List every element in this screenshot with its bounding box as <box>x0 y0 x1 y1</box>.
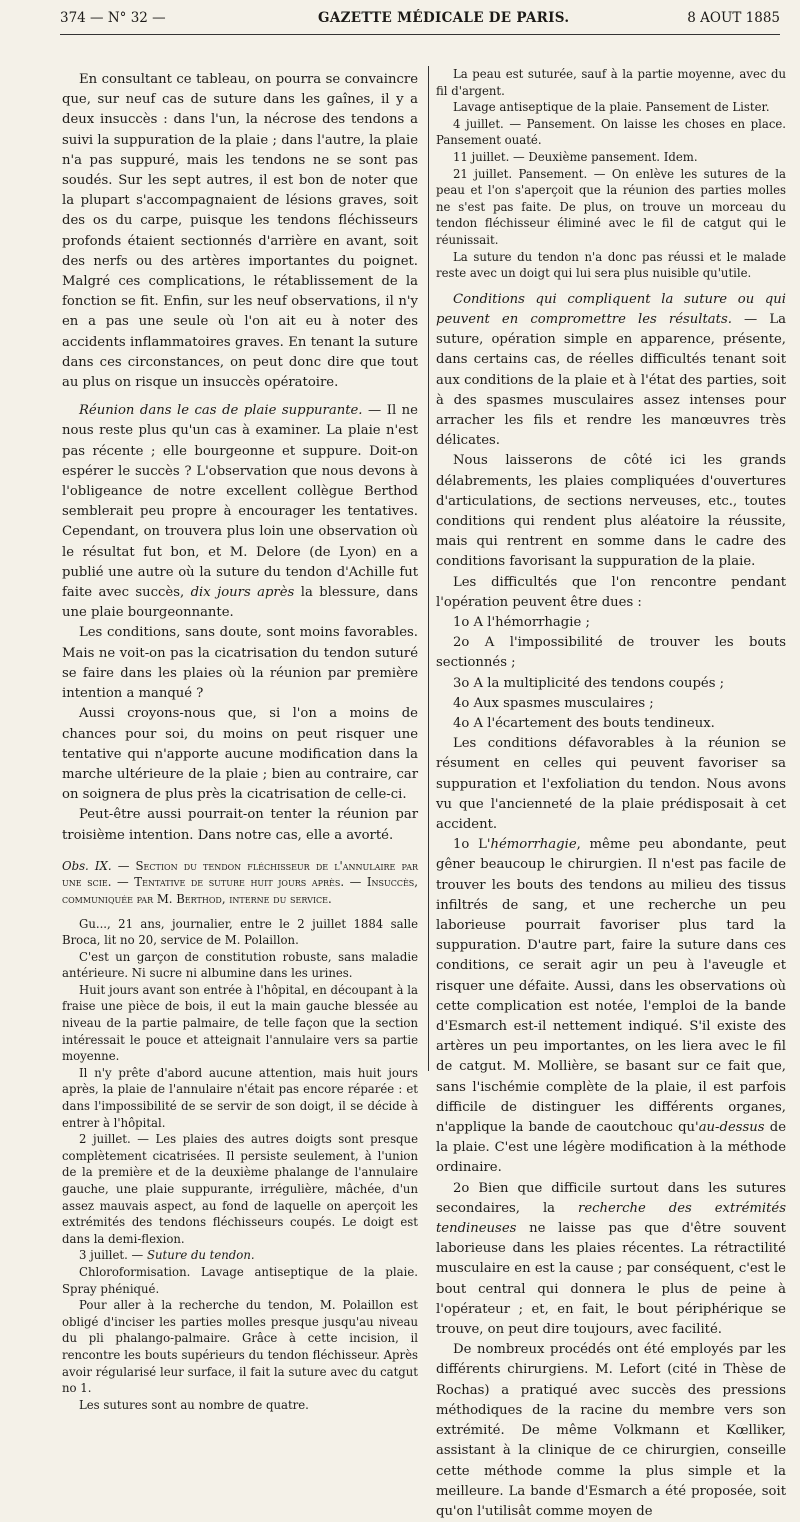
observation-label: Obs. IX. <box>62 858 112 873</box>
section-title-reunion: Réunion dans le cas de plaie suppurante. <box>79 403 363 419</box>
right-column <box>436 66 786 1519</box>
page-header <box>60 10 780 34</box>
obs-paragraph: C'est un garçon de constitution robuste, sans maladie antérieure. Ni sucre ni albumine dans les urines. <box>62 949 418 981</box>
obs-paragraph: La peau est suturée, sauf à la partie moyenne, avec du fil d'argent. <box>436 67 786 98</box>
obs-paragraph: 21 juillet. Pansement. — On enlève les sutures de la peau et l'on s'aperçoit que la réunion des parties molles ne s'est pas faite. De plus, on trouve un morceau du tendon fléchisseur éliminé avec le fil de catgut qui le réunissait. <box>436 166 786 247</box>
journal-title: GAZETTE MÉDICALE DE PARIS. <box>318 10 570 26</box>
obs-paragraph: Lavage antiseptique de la plaie. Pansement de Lister. <box>453 100 770 115</box>
section-title-complications: Conditions qui compliquent la suture ou qui peuvent en compromettre les résultats. <box>436 291 786 327</box>
observation-heading <box>62 858 418 908</box>
left-column <box>62 70 418 1412</box>
obs-paragraph: La suture du tendon n'a donc pas réussi et le malade reste avec un doigt qui lui sera plus nuisible qu'utile. <box>436 249 786 281</box>
page-number: 374 — N° 32 — <box>60 10 166 26</box>
paragraph-conditions-defavorables: Les conditions défavorables à la réunion se résument en celles qui peuvent favoriser sa suppuration et l'exfoliation du tendon. Nous avons vu que l'ancienneté de la plaie prédisposait à cet accident. <box>436 736 786 832</box>
paragraph-difficultes: Les difficultés que l'on rencontre pendant l'opération peuvent être dues : <box>436 574 786 610</box>
paragraph-hemorrhagie: 1o L'hémorrhagie, même peu abondante, peut gêner beaucoup le chirurgien. Il n'est pas facile de trouver les bouts des tendons au milieu des tissus infiltrés de sang, et une recherche un peu laborieuse pourrait favoriser plus tard la suppuration. D'autre part, faire la suture dans ces conditions, ce serait agir un peu à l'aveugle et risquer une défaite. Aussi, dans les observations où cette complication est notée, l'emploi de la bande d'Esmarch est-il nettement indiqué. S'il existe des artères un peu importantes, on les liera avec le fil de catgut. M. Mollière, se basant sur ce fait que, sans l'ischémie complète de la plaie, il est parfois difficile de distinguer les différents organes, n'applique la bande de caoutchouc qu'au-dessus de la plaie. C'est une légère modification à la méthode ordinaire. <box>436 837 786 1176</box>
obs-paragraph: Chloroformisation. Lavage antiseptique de la plaie. Spray phéniqué. <box>62 1264 418 1296</box>
list-item: 4o A l'écartement des bouts tendineux. <box>453 715 715 731</box>
observation-title: — Section du tendon fléchisseur de l'annulaire par une scie. — Tentative de suture huit jours après. — Insuccès, communiquée par M. Berthod, interne du service. <box>62 858 418 906</box>
obs-paragraph: 4 juillet. — Pansement. On laisse les choses en place. Pansement ouaté. <box>436 116 786 148</box>
obs-paragraph: Pour aller à la recherche du tendon, M. Polaillon est obligé d'inciser les parties molles presque jusqu'au niveau du pli phalango-palmaire. Grâce à cette incision, il rencontre les bouts supérieurs du tendon fléchisseur. Après avoir régularisé leur surface, il fait la suture avec du catgut no 1. <box>62 1298 418 1396</box>
column-divider <box>428 66 429 1071</box>
paragraph-extremites: 2o Bien que difficile surtout dans les sutures secondaires, la recherche des extrémités tendineuses ne laisse pas que d'être souvent laborieuse dans les plaies récentes. La rétractilité musculaire en est la cause ; par conséquent, c'est le bout central qui donnera le plus de peine à l'opérateur ; et, en fait, le bout périphérique se trouve, on peut dire toujours, avec facilité. <box>436 1180 786 1338</box>
obs-paragraph: Huit jours avant son entrée à l'hôpital, en découpant à la fraise une pièce de bois, il eut la main gauche blessée au niveau de la partie palmaire, de telle façon que la section intéressait le pouce et atteignait l'annulaire vers sa partie moyenne. <box>62 982 418 1064</box>
issue-date: 8 AOUT 1885 <box>687 10 780 26</box>
obs-paragraph: 3 juillet. — Suture du tendon. <box>79 1248 255 1263</box>
list-item: 1o A l'hémorrhagie ; <box>453 614 590 630</box>
list-item: 4o Aux spasmes musculaires ; <box>453 695 654 711</box>
list-item: 3o A la multiplicité des tendons coupés ; <box>453 675 725 691</box>
header-rule <box>60 34 780 35</box>
paragraph-delabrements: Nous laisserons de côté ici les grands délabrements, les plaies compliquées d'ouvertures d'articulations, de sections nerveuses, etc., toutes conditions qui rendent plus aléatoire la réussite, mais qui rentrent en somme dans le cadre des conditions favorisant la suppuration de la plaie. <box>436 453 786 570</box>
paragraph-complications: Conditions qui compliquent la suture ou qui peuvent en compromettre les résultats. — La suture, opération simple en apparence, présente, dans certains cas, de réelles difficultés tenant soit aux conditions de la plaie et à l'état des parties, soit à des spasmes musculaires assez intenses pour arracher les fils et rendre les manœuvres très délicates. <box>436 291 786 449</box>
paragraph-croyons: Aussi croyons-nous que, si l'on a moins de chances pour soi, du moins on peut risquer une tentative qui n'apporte aucune modification dans la marche ultérieure de la plaie ; bien au contraire, car on soignera de plus près la cicatrisation de celle-ci. <box>62 706 418 803</box>
obs-paragraph: 2 juillet. — Les plaies des autres doigts sont presque complètement cicatrisées. Il persiste seulement, à l'union de la première et de la deuxième phalange de l'annulaire gauche, une plaie suppurante, irrégulière, mâchée, d'un assez mauvais aspect, au fond de laquelle on aperçoit les extrémités des tendons fléchisseurs coupés. Le doigt est dans la demi-flexion. <box>62 1132 418 1246</box>
obs-paragraph: Gu..., 21 ans, journalier, entre le 2 juillet 1884 salle Broca, lit no 20, service de M. Polaillon. <box>62 916 418 948</box>
paragraph-tableau: En consultant ce tableau, on pourra se convaincre que, sur neuf cas de suture dans les gaînes, il y a deux insuccès : dans l'un, la nécrose des tendons a suivi la suppuration de la plaie ; dans l'autre, la plaie n'a pas suppuré, mais les tendons ne se sont pas soudés. Sur les sept autres, il est bon de noter que la plupart s'accompagnaient de lésions graves, soit des os du carpe, puisque les tendons fléchisseurs profonds étaient sectionnés d'arrière en avant, soit des nerfs ou des artères importantes du poignet. Malgré ces complications, le rétablissement de la fonction se fit. Enfin, sur les neuf observations, il n'y en a pas une seule où l'on ait eu à noter des accidents inflammatoires graves. En tenant la suture dans ces circonstances, on peut donc dire que tout au plus on risque un insuccès opératoire. <box>62 72 418 391</box>
paragraph-conditions: Les conditions, sans doute, sont moins favorables. Mais ne voit-on pas la cicatrisation du tendon suturé se faire dans les plaies où la réunion par première intention a manqué ? <box>62 625 418 702</box>
paragraph-reunion: Réunion dans le cas de plaie suppurante. — Il ne nous reste plus qu'un cas à examiner. La plaie n'est pas récente ; elle bourgeonne et suppure. Doit-on espérer le succès ? L'observation que nous devons à l'obligeance de notre excellent collègue Berthod semblerait peu propre à encourager les tentatives. Cependant, on trouvera plus loin une observation où le résultat fut bon, et M. Delore (de Lyon) en a publié une autre où la suture du tendon d'Achille fut faite avec succès, dix jours après la blessure, dans une plaie bourgeonnante. <box>62 403 418 621</box>
list-item: 2o A l'impossibilité de trouver les bouts sectionnés ; <box>436 635 786 671</box>
paragraph-procedes: De nombreux procédés ont été employés par les différents chirurgiens. M. Lefort (cité in Thèse de Rochas) a pratiqué avec succès des pressions méthodiques de la racine du membre vers son extrémité. De même Volkmann et Kœlliker, assistant à la clinique de ce chirurgien, conseille cette méthode comme la plus simple et la meilleure. La bande d'Esmarch a été proposée, soit qu'on l'utilisât comme moyen de <box>436 1342 786 1519</box>
obs-paragraph: 11 juillet. — Deuxième pansement. Idem. <box>453 149 698 164</box>
obs-paragraph: Les sutures sont au nombre de quatre. <box>79 1397 309 1412</box>
paragraph-troisieme-intention: Peut-être aussi pourrait-on tenter la réunion par troisième intention. Dans notre cas, elle a avorté. <box>62 807 418 843</box>
obs-paragraph: Il n'y prête d'abord aucune attention, mais huit jours après, la plaie de l'annulaire n'était pas encore réparée : et dans l'impossibilité de se servir de son doigt, il se décide à entrer à l'hôpital. <box>62 1065 418 1130</box>
